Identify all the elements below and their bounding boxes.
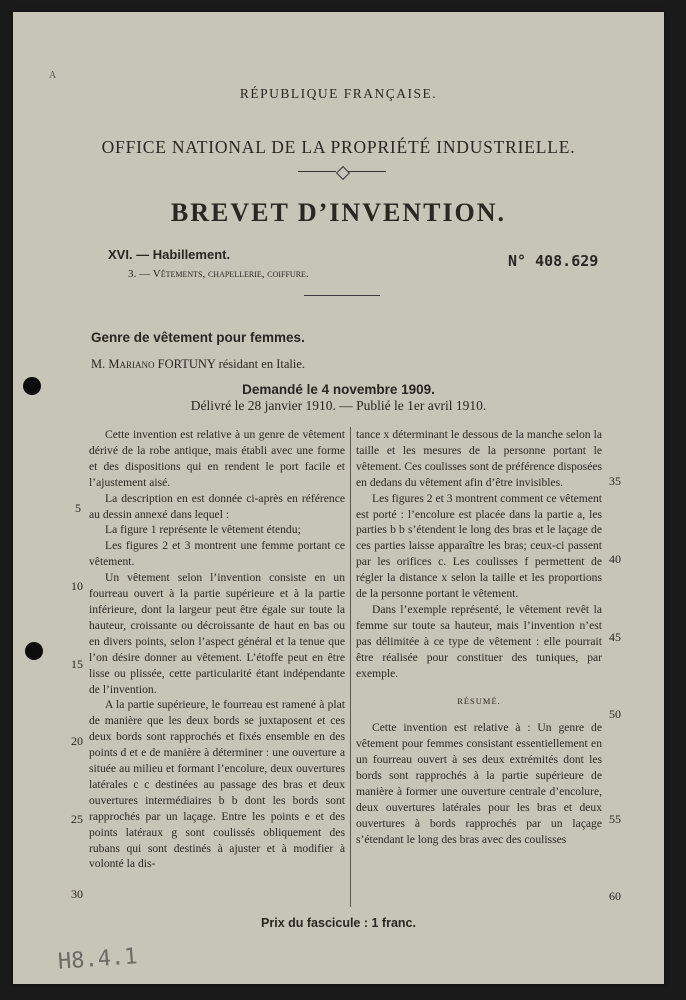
header-rule	[304, 295, 380, 296]
date-requested: Demandé le 4 novembre 1909.	[242, 382, 435, 397]
line-number: 55	[609, 812, 621, 826]
brevet-title: BREVET D’INVENTION.	[170, 198, 507, 227]
ornament-divider	[298, 168, 386, 176]
line-number: 50	[609, 707, 621, 721]
author-line: M. Mariano FORTUNY résidant en Italie.	[91, 357, 305, 371]
date-delivered: Délivré le 28 janvier 1910. — Publié le 1er avril 1910.	[190, 398, 487, 413]
line-number: 20	[71, 734, 83, 748]
pencil-mark: A	[49, 70, 57, 81]
office-heading: OFFICE NATIONAL DE LA PROPRIÉTÉ INDUSTRIELLE.	[101, 137, 576, 157]
body-paragraph: La figure 1 représente le vêtement étendu;	[105, 523, 301, 537]
body-paragraph: Les figures 2 et 3 montrent comment ce vêtement est porté : l’encolure est placée dans la partie a, les parties b b s’étendent le long des bras et le laçage de ces parties laisse apparaître les bras; ceux-ci passent par les orifices c. Les coulisses f permettent de régler la distance x selon la taille et les proportions de la personne portant le vêtement.	[356, 491, 602, 601]
body-paragraph: A la partie supérieure, le fourreau est ramené à plat de manière que les deux bords se juxtaposent et ces deux bords sont rapprochés et fixés ensemble en des points d et e de manière à déterminer : une ouverture a située au milieu et formant l’encolure, deux ouvertures latérales c c destinées au passage des bras et deux ouvertures intermédiaires b b dont les bords sont rapprochés par un laçage. Entre les points e et des points latéraux g sont coulissés obliquement des rubans qui sont destinés à ajuster et à modifier à volonté la dis-	[89, 698, 345, 871]
body-paragraph: Dans l’exemple représenté, le vêtement revêt la femme sur toute sa hauteur, mais l’invention n’est pas délimitée à ce type de vêtement : elle pourrait être réalisée pour constituer des tuniques, par exemple.	[356, 602, 602, 680]
line-number: 60	[609, 889, 621, 903]
column-divider	[350, 427, 351, 907]
body-paragraph: Cette invention est relative à un genre de vêtement dérivé de la robe antique, mais établi avec une forme et des dispositions qui en rendent le port facile et l’ajustement aisé.	[89, 428, 345, 489]
body-paragraph: La description en est donnée ci-après en référence au dessin annexé dans lequel :	[89, 491, 345, 521]
line-number: 45	[609, 630, 621, 644]
body-paragraph: Cette invention est relative à : Un genre de vêtement pour femmes consistant essentiellement en un fourreau ouvert à ses deux extrémités dont les bords sont rapprochés à la partie supérieure de manière à former une ouverture centrale d’encolure, deux ouvertures latérales pour les bras et deux ouvertures à bords rapprochés par un laçage s’étendant le long des bras avec des coulisses	[356, 721, 602, 846]
handwritten-reference: H8.4.1	[57, 944, 139, 975]
classification-subgroup: 3. — Vêtements, chapellerie, coiffure.	[128, 268, 309, 280]
body-paragraph: Les figures 2 et 3 montrent une femme portant ce vêtement.	[89, 539, 345, 569]
line-number: 35	[609, 474, 621, 488]
invention-title: Genre de vêtement pour femmes.	[91, 330, 305, 345]
line-number: 25	[71, 812, 83, 826]
line-number: 40	[609, 552, 621, 566]
line-number: 30	[71, 887, 83, 901]
left-column	[89, 427, 345, 872]
right-column	[356, 427, 602, 848]
patent-page	[13, 12, 664, 984]
price-footer: Prix du fascicule : 1 franc.	[261, 916, 416, 930]
line-number: 10	[71, 579, 83, 593]
body-paragraph: Un vêtement selon l’invention consiste en un fourreau ouvert à la partie supérieure et à la partie inférieure, dont la largeur peut être égale sur toute la hauteur, croissante ou décroissante de haut en bas ou en divers points, selon l’aspect général et la tenue que l’on désire donner au vêtement. L’étoffe peut en être lisse ou plissée, cette particularité étant indépendante de l’invention.	[89, 571, 345, 696]
republique-heading: RÉPUBLIQUE FRANÇAISE.	[239, 86, 438, 101]
classification-group: XVI. — Habillement.	[108, 247, 231, 262]
patent-number: N° 408.629	[508, 252, 599, 270]
line-number: 5	[75, 501, 81, 515]
line-number: 15	[71, 657, 83, 671]
body-paragraph: tance x déterminant le dessous de la manche selon la taille et les mesures de la personne portant le vêtement. Ces coulisses sont de préférence disposées en dedans du vêtement afin d’être invisibles.	[356, 428, 602, 489]
punch-hole	[25, 642, 43, 660]
resume-heading: RÉSUMÉ.	[457, 695, 501, 706]
